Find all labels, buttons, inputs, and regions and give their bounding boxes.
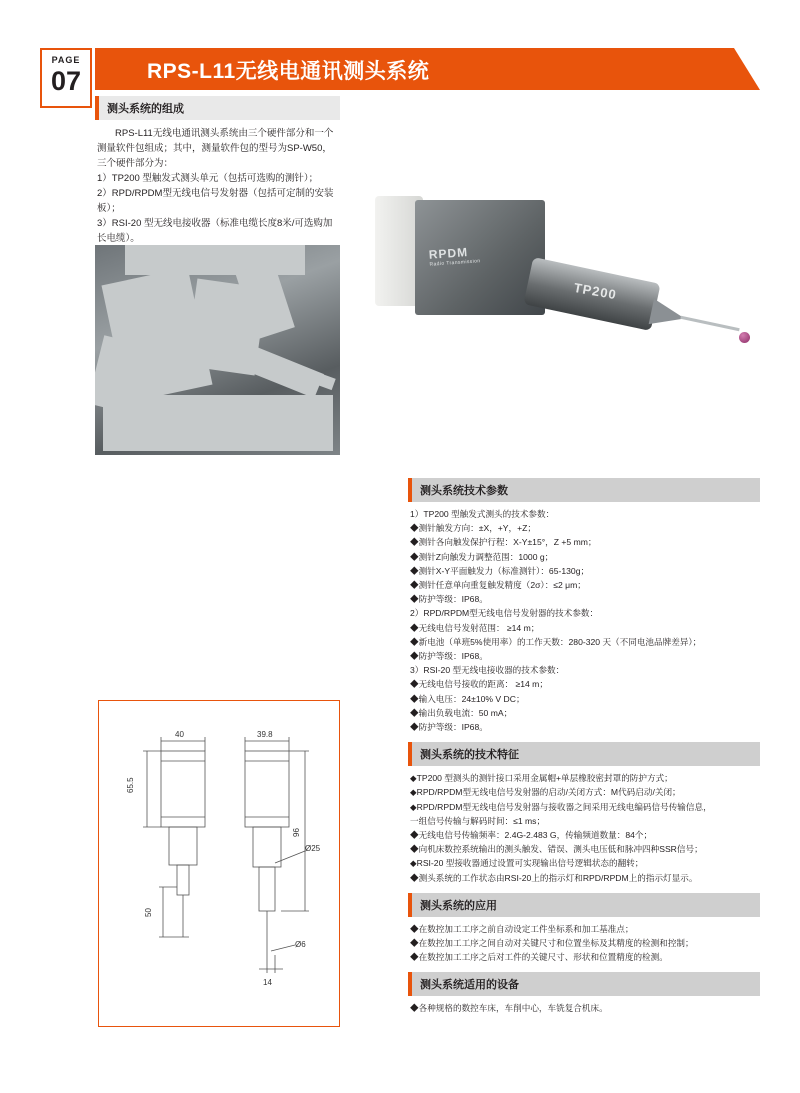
probe-transmitter-label: RPDM Radio Transmission	[428, 245, 481, 268]
spec-line: 1）TP200 型触发式测头的技术参数：	[410, 509, 555, 519]
spec-line: ◆防护等级：IP68。	[410, 594, 488, 605]
spec-line: ◆测针各向触发保护行程：X-Y±15°，Z +5 mm；	[410, 537, 597, 548]
spec-line: ◆测针触发方向：±X，+Y，+Z；	[410, 523, 536, 534]
spec-line: ◆无线电信号发射范围： ≥14 m；	[410, 622, 540, 633]
dim-dia-stylus: Ø6	[295, 940, 306, 949]
dim-dia-body: Ø25	[305, 844, 321, 853]
spec-line: ◆防护等级：IP68。	[410, 722, 488, 733]
intro-paragraph: RPS-L11无线电通讯测头系统由三个硬件部分和一个测量软件包组成；其中，测量软件包的型号为SP-W50，三个硬件部分为：	[97, 128, 334, 169]
dim-len-tip: 14	[263, 978, 272, 987]
page-header	[40, 48, 760, 96]
tech-params-body	[408, 507, 760, 734]
specifications-column	[408, 478, 760, 1024]
spec-line: ◆测针Z向触发力调整范围：1000 g；	[410, 551, 554, 562]
equipment-body	[408, 1001, 760, 1015]
spec-line: 2）RPD/RPDM型无线电信号发射器的技术参数：	[410, 608, 599, 619]
page-title: RPS-L11无线电通讯测头系统	[147, 60, 430, 83]
page-number-value: 07	[50, 66, 82, 96]
dimension-drawing	[98, 700, 340, 1027]
features-heading: 测头系统的技术特征	[408, 742, 760, 766]
dim-w-left: 40	[175, 730, 184, 739]
intro-item: 1）TP200 型触发式测头单元（包括可选购的测针）；	[97, 173, 319, 184]
spec-line: ◆RPD/RPDM型无线电信号发射器的启动/关闭方式：M代码启动/关闭；	[410, 787, 681, 798]
spec-line: ◆RSI-20 型接收器通过设置可实现输出信号逻辑状态的翻转；	[410, 858, 644, 869]
probe-assembly-photo	[355, 150, 760, 455]
spec-line: ◆向机床数控系统输出的测头触发、错误、测头电压低和脉冲四种SSR信号；	[410, 844, 703, 855]
spec-line: ◆TP200 型测头的测针接口采用金属帽+单层橡胶密封罩的防护方式；	[410, 773, 673, 784]
spec-line: ◆测头系统的工作状态由RSI-20上的指示灯和RPD/RPDM上的指示灯显示。	[410, 872, 698, 883]
spec-line: ◆输入电压：24±10% V DC；	[410, 693, 525, 704]
dim-h-left-top: 65.5	[126, 777, 135, 793]
dim-w-right: 39.8	[257, 730, 273, 739]
dim-h-left-bottom: 50	[144, 908, 153, 917]
probe-head-label: TP200	[572, 279, 618, 303]
spec-line: ◆防护等级：IP68。	[410, 651, 488, 662]
spec-line: ◆RPD/RPDM型无线电信号发射器与接收器之间采用无线电编码信号传输信息，	[410, 801, 712, 812]
probe-ruby-ball	[739, 332, 750, 343]
page-number-badge	[40, 48, 92, 108]
intro-body	[95, 126, 340, 246]
dimension-drawing-svg	[99, 701, 339, 1026]
spec-line: ◆在数控加工工序之后对工件的关键尺寸、形状和位置精度的检测。	[410, 952, 668, 963]
probe-stylus	[680, 316, 739, 331]
probe-head-cylinder	[523, 257, 660, 331]
machine-detail	[103, 395, 333, 451]
spec-line: ◆输出负载电流：50 mA；	[410, 707, 513, 718]
intro-section	[95, 96, 340, 246]
applications-heading: 测头系统的应用	[408, 893, 760, 917]
intro-heading: 测头系统的组成	[95, 96, 340, 120]
spec-line: ◆无线电信号接收的距离： ≥14 m；	[410, 679, 548, 690]
tech-params-heading: 测头系统技术参数	[408, 478, 760, 502]
intro-item: 2）RPD/RPDM型无线电信号发射器（包括可定制的安装板）；	[97, 188, 334, 214]
spec-line: ◆在数控加工工序之间自动对关键尺寸和位置坐标及其精度的检测和控制；	[410, 938, 694, 949]
machine-detail	[125, 245, 305, 275]
spec-line: ◆无线电信号传输频率：2.4G-2.483 G，传输频道数量：84个；	[410, 830, 653, 841]
spec-line: 3）RSI-20 型无线电接收器的技术参数：	[410, 665, 565, 676]
spec-line: 一组信号传输与解码时间：≤1 ms；	[410, 815, 546, 826]
features-body	[408, 771, 760, 885]
page-word-label: PAGE	[51, 55, 81, 65]
applications-body	[408, 922, 760, 965]
spec-line: ◆测针X-Y平面触发力（标准测针）：65-130g；	[410, 565, 590, 576]
spec-line: ◆在数控加工工序之前自动设定工件坐标系和加工基准点；	[410, 923, 634, 934]
intro-item: 3）RSI-20 型无线电接收器（标准电缆长度8米/可选购加长电缆）。	[97, 218, 333, 244]
title-bar	[95, 48, 760, 90]
spec-line: ◆新电池（单班5%使用率）的工作天数：280-320 天（不同电池品牌差异）；	[410, 636, 702, 647]
spec-line: ◆各种规格的数控车床，车削中心，车铣复合机床。	[410, 1003, 608, 1014]
spec-line: ◆测针任意单向重复触发精度（2σ）：≤2 μm；	[410, 580, 586, 591]
machine-installation-photo	[95, 245, 340, 455]
dim-h-right: 96	[292, 828, 301, 837]
equipment-heading: 测头系统适用的设备	[408, 972, 760, 996]
